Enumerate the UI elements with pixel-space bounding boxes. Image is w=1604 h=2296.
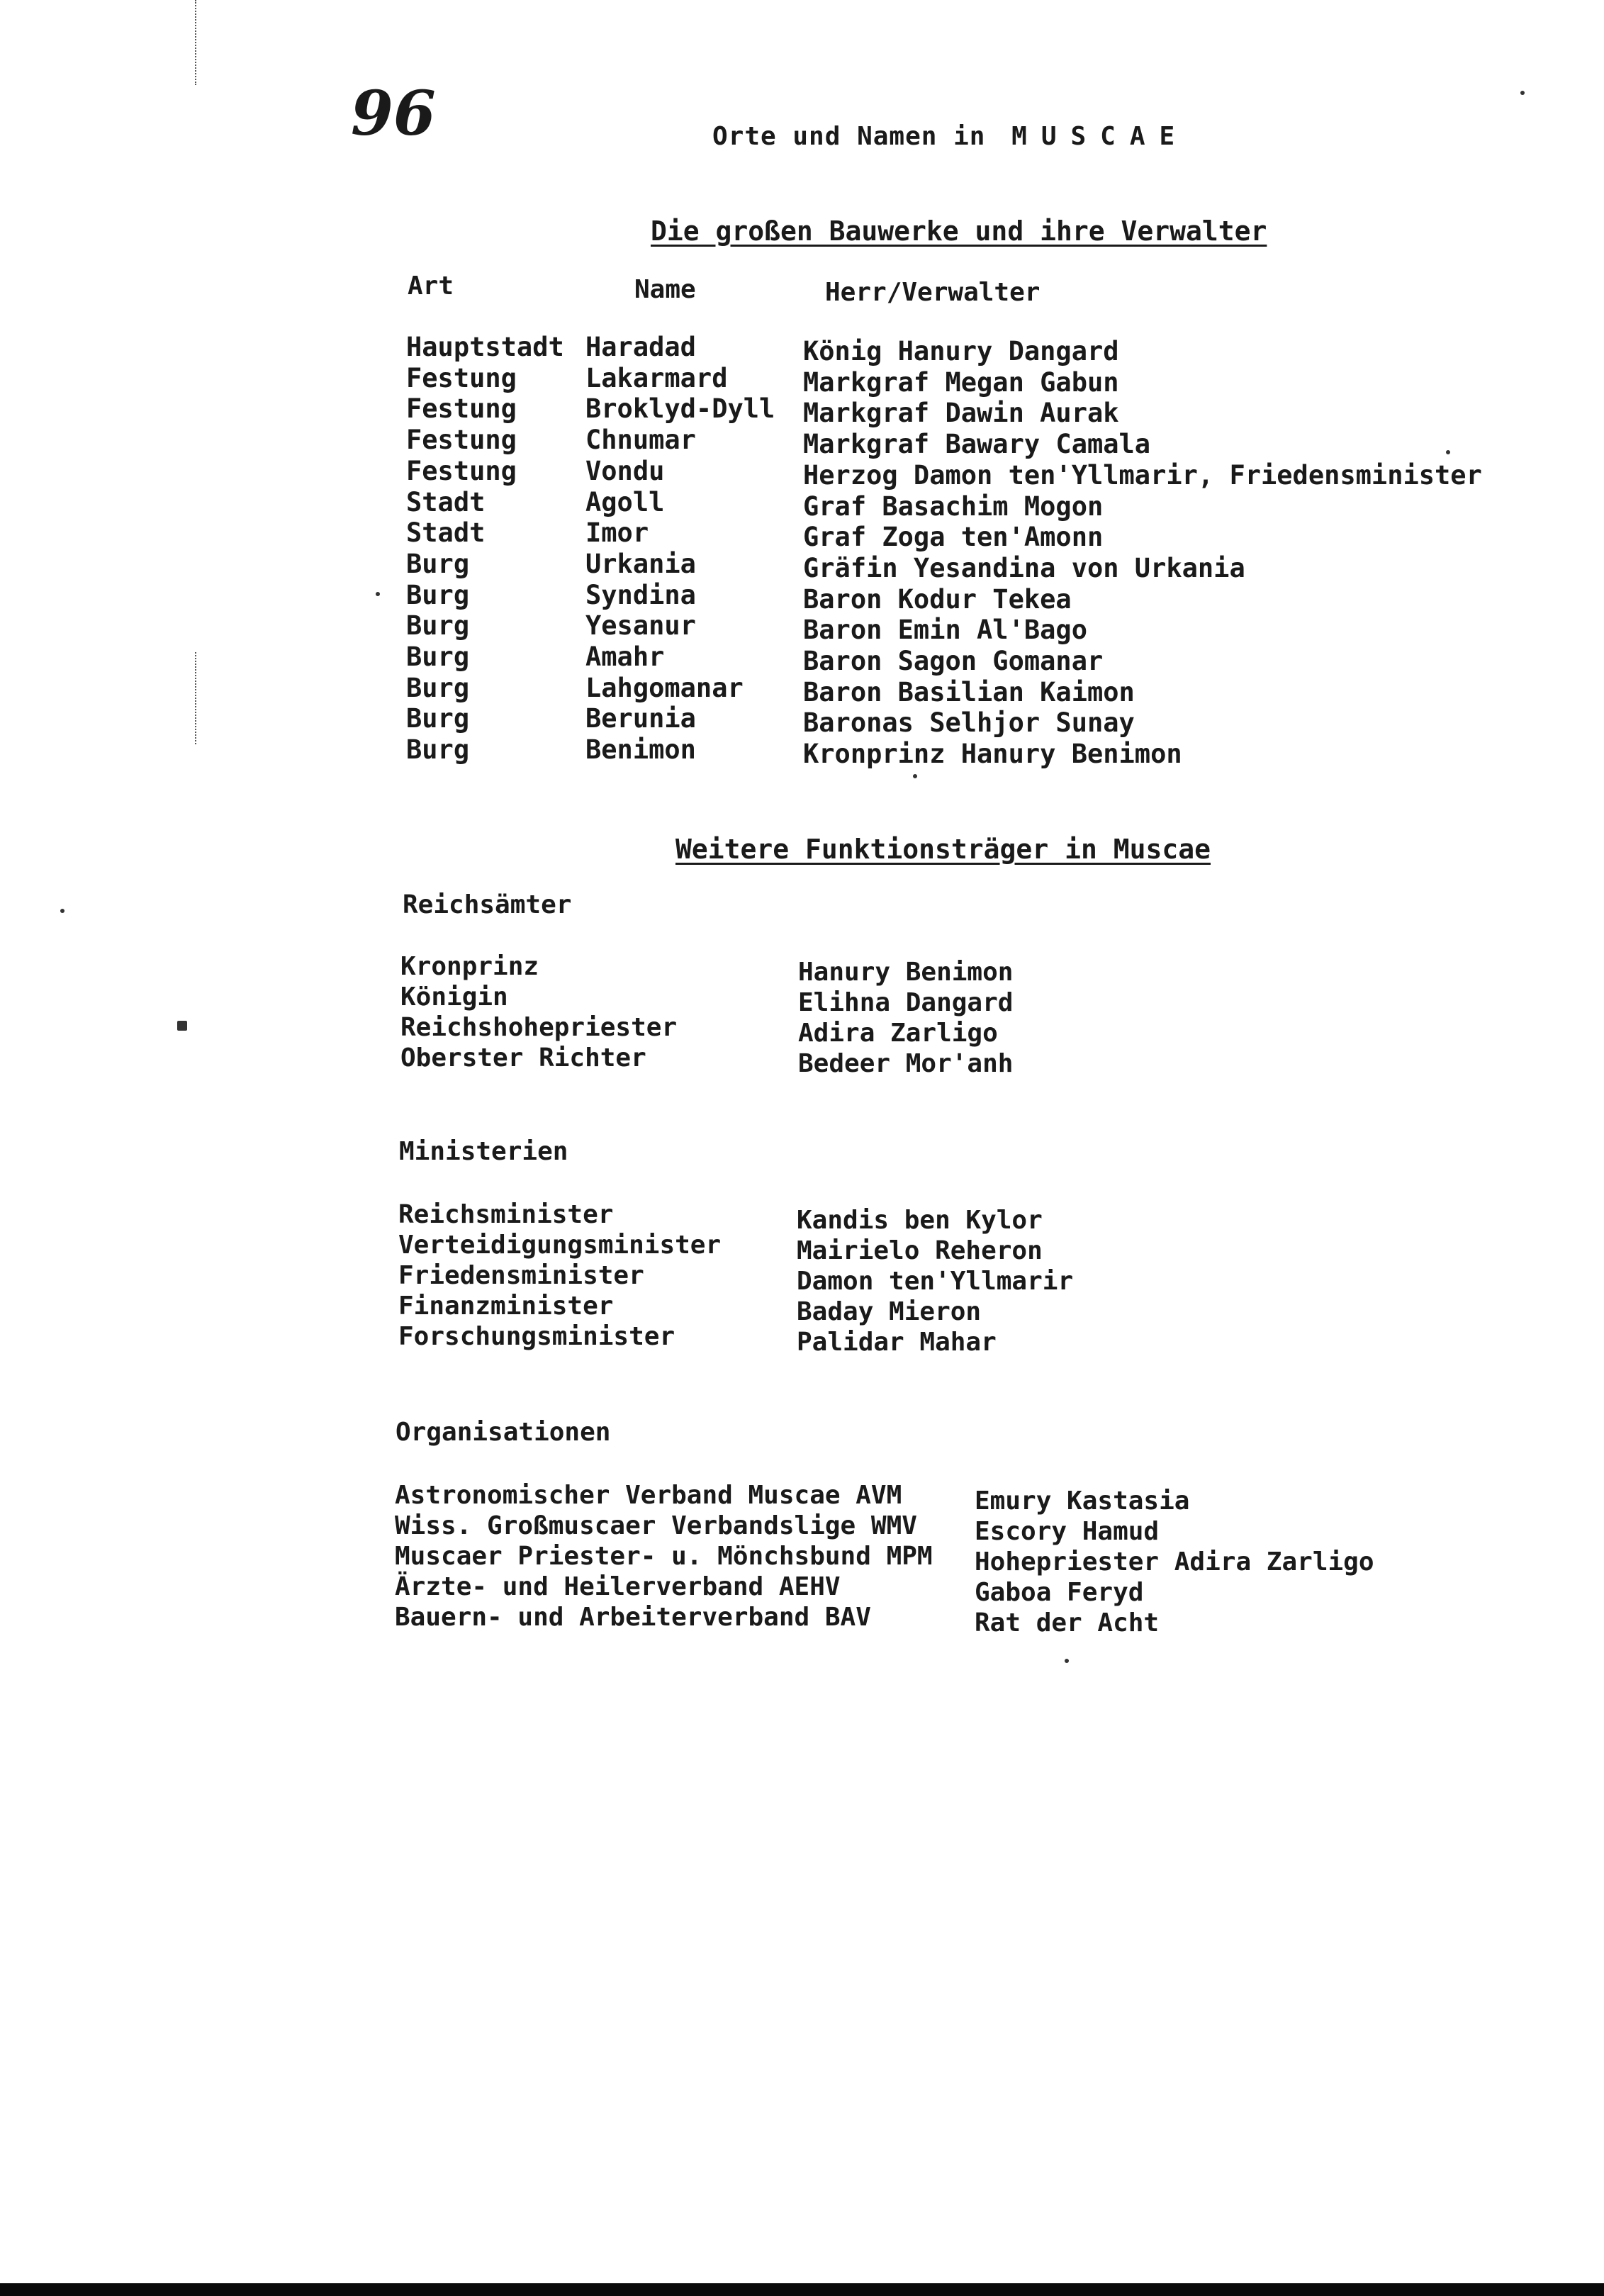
table-cell-art: Festung <box>406 362 517 393</box>
list-item-person: Mairielo Reheron <box>797 1236 1043 1265</box>
list-item-role: Reichshohepriester <box>400 1013 678 1042</box>
page-title <box>712 122 1189 151</box>
reichsaemter-label: Reichsämter <box>403 890 572 919</box>
table-cell-art: Burg <box>406 642 470 673</box>
table-cell-art: Burg <box>406 734 470 766</box>
table-cell-name: Lakarmard <box>585 362 728 393</box>
scan-speck <box>1065 1659 1069 1663</box>
list-item-person: Adira Zarligo <box>798 1019 998 1048</box>
list-item-person: Baday Mieron <box>797 1297 982 1326</box>
scan-speck <box>376 592 380 596</box>
reichsaemter-persons <box>798 957 1013 1079</box>
table-cell-art: Burg <box>406 548 470 579</box>
list-item-role: Forschungsminister <box>398 1322 675 1351</box>
list-item-role: Wiss. Großmuscaer Verbandslige WMV <box>395 1511 917 1540</box>
table-cell-name: Imor <box>585 517 649 549</box>
scan-speck <box>177 1021 187 1031</box>
page-title-emph: MUSCAE <box>1011 122 1189 151</box>
list-item-role: Königin <box>400 982 508 1012</box>
table-cell-art: Hauptstadt <box>406 332 564 362</box>
list-item-person: Gaboa Feryd <box>975 1578 1144 1607</box>
list-item-person: Escory Hamud <box>975 1517 1160 1546</box>
table-cell-art: Stadt <box>406 486 486 517</box>
table-cell-art: Stadt <box>406 517 486 549</box>
list-item-person: Hanury Benimon <box>798 958 1014 987</box>
table-cell-herr: Herzog Damon ten'Yllmarir, Friedensminister <box>803 459 1482 491</box>
table-cell-herr: Kronprinz Hanury Benimon <box>803 739 1182 770</box>
page-title-prefix: Orte und Namen in <box>712 122 986 151</box>
table-cell-art: Festung <box>406 425 517 456</box>
table-cell-herr: Markgraf Megan Gabun <box>803 366 1119 398</box>
ministerien-label: Ministerien <box>399 1137 568 1166</box>
page-number: 96 <box>351 78 436 150</box>
table-cell-herr: Graf Basachim Mogon <box>803 491 1104 522</box>
section2-heading: Weitere Funktionsträger in Muscae <box>675 834 1211 865</box>
scan-artifact-line <box>195 652 196 744</box>
table-cell-name: Berunia <box>585 703 696 734</box>
list-item-role: Oberster Richter <box>400 1043 646 1073</box>
table-cell-art: Burg <box>406 672 470 703</box>
scan-speck <box>60 909 65 913</box>
list-item-role: Ärzte- und Heilerverband AEHV <box>395 1572 841 1601</box>
table-column-name <box>585 332 775 766</box>
table-cell-herr: Baron Emin Al'Bago <box>803 615 1087 646</box>
table-cell-herr: Markgraf Dawin Aurak <box>803 398 1119 429</box>
list-item-role: Reichsminister <box>398 1200 614 1229</box>
list-item-role: Finanzminister <box>398 1292 614 1321</box>
list-item-person: Emury Kastasia <box>975 1486 1190 1516</box>
table-cell-art: Festung <box>406 393 517 425</box>
column-header-art: Art <box>408 271 454 301</box>
table-cell-herr: Baron Basilian Kaimon <box>803 676 1135 707</box>
list-item-person: Kandis ben Kylor <box>797 1206 1043 1235</box>
list-item-role: Verteidigungsminister <box>398 1231 722 1260</box>
list-item-role: Astronomischer Verband Muscae AVM <box>395 1481 902 1510</box>
scan-edge-bar <box>0 2283 1604 2296</box>
section1-heading: Die großen Bauwerke und ihre Verwalter <box>651 215 1267 247</box>
list-item-role: Friedensminister <box>398 1261 644 1290</box>
ministerien-roles <box>398 1199 721 1352</box>
table-cell-art: Burg <box>406 579 470 610</box>
table-cell-art: Burg <box>406 703 470 734</box>
list-item-person: Hohepriester Adira Zarligo <box>975 1547 1374 1577</box>
table-cell-name: Urkania <box>585 548 696 579</box>
scan-artifact-line <box>195 0 196 85</box>
organisationen-persons <box>975 1486 1374 1638</box>
table-cell-name: Vondu <box>585 455 665 486</box>
organisationen-label: Organisationen <box>396 1418 611 1447</box>
table-cell-name: Amahr <box>585 642 665 673</box>
list-item-person: Rat der Acht <box>975 1608 1160 1637</box>
ministerien-persons <box>797 1205 1073 1357</box>
list-item-role: Kronprinz <box>400 952 539 981</box>
table-column-art <box>406 332 564 766</box>
table-cell-name: Broklyd-Dyll <box>585 393 775 425</box>
list-item-role: Bauern- und Arbeiterverband BAV <box>395 1603 871 1632</box>
column-header-name: Name <box>634 275 696 304</box>
table-cell-name: Haradad <box>585 332 696 362</box>
list-item-person: Damon ten'Yllmarir <box>797 1267 1074 1296</box>
table-cell-herr: Markgraf Bawary Camala <box>803 429 1151 460</box>
reichsaemter-roles <box>400 951 677 1073</box>
table-cell-name: Benimon <box>585 734 696 766</box>
table-cell-name: Agoll <box>585 486 665 517</box>
table-cell-art: Burg <box>406 610 470 642</box>
scan-speck <box>1520 91 1525 95</box>
list-item-person: Bedeer Mor'anh <box>798 1049 1014 1078</box>
table-cell-herr: König Hanury Dangard <box>803 336 1119 366</box>
table-cell-herr: Baron Kodur Tekea <box>803 583 1072 615</box>
organisationen-roles <box>395 1480 933 1633</box>
table-column-herr <box>803 336 1482 770</box>
table-cell-art: Festung <box>406 455 517 486</box>
table-cell-herr: Baron Sagon Gomanar <box>803 646 1104 677</box>
list-item-person: Elihna Dangard <box>798 988 1014 1017</box>
table-cell-name: Syndina <box>585 579 696 610</box>
table-cell-herr: Baronas Selhjor Sunay <box>803 707 1135 739</box>
scan-speck <box>913 774 917 778</box>
table-cell-name: Chnumar <box>585 425 696 456</box>
table-cell-herr: Gräfin Yesandina von Urkania <box>803 552 1245 583</box>
table-cell-name: Lahgomanar <box>585 672 744 703</box>
table-cell-name: Yesanur <box>585 610 696 642</box>
table-cell-herr: Graf Zoga ten'Amonn <box>803 522 1104 553</box>
list-item-person: Palidar Mahar <box>797 1328 997 1357</box>
list-item-role: Muscaer Priester- u. Mönchsbund MPM <box>395 1542 933 1571</box>
column-header-herr: Herr/Verwalter <box>825 278 1041 307</box>
